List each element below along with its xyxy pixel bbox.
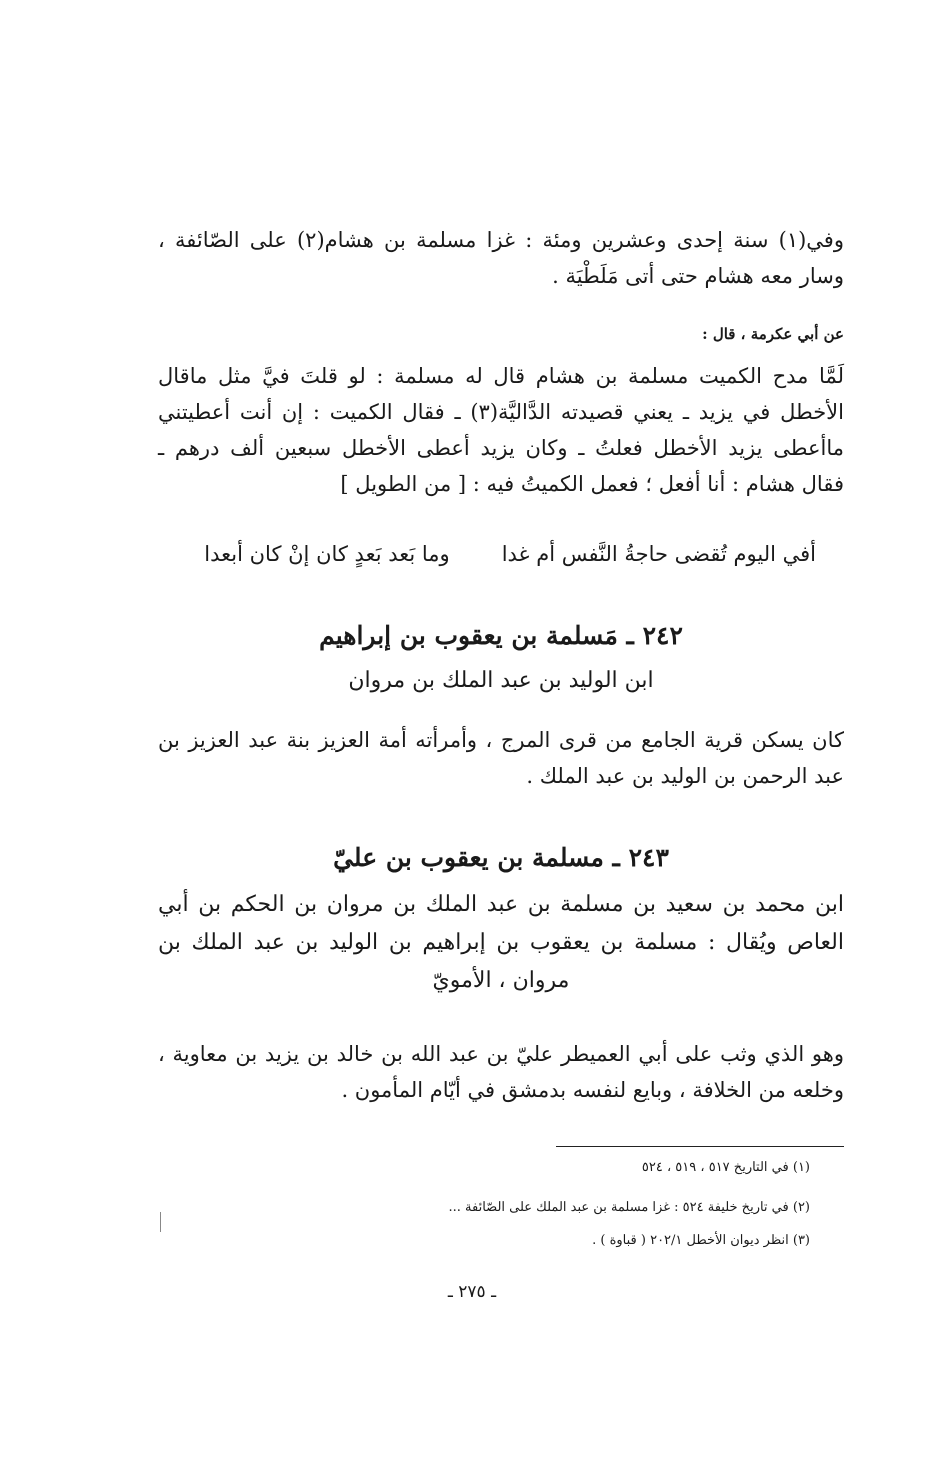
entry-242-heading: ٢٤٢ ـ مَسلمة بن يعقوب بن إبراهيم bbox=[319, 621, 683, 650]
source-line: عن أبي عكرمة ، قال : bbox=[702, 325, 844, 343]
entry-242-lineage: ابن الوليد بن عبد الملك بن مروان bbox=[348, 668, 654, 693]
entry-242-body: كان يسكن قرية الجامع من قرى المرج ، وأمرأته أمة العزيز بنة عبد العزيز بن عبد الرحمن بن الوليد بن عبد الملك . bbox=[158, 728, 844, 788]
margin-mark bbox=[160, 1212, 161, 1232]
footnote-3: (٣) انظر ديوان الأخطل ٢٠٢/١ ( قباوة ) . bbox=[592, 1233, 810, 1248]
footnote-separator bbox=[556, 1146, 844, 1147]
footnote-2: (٢) في تاريخ خليفة ٥٢٤ : غزا مسلمة بن عبد الملك على الصّائفة ... bbox=[448, 1200, 810, 1215]
poem-verse bbox=[158, 536, 844, 572]
entry-243-body: وهو الذي وثب على أبي العميطر عليّ بن عبد الله بن خالد بن يزيد بن معاوية ، وخلعه من الخلافة ، وبايع لنفسه بدمشق في أيّام المأمون . bbox=[158, 1042, 844, 1102]
narration-paragraph: لَمَّا مدح الكميت مسلمة بن هشام قال له مسلمة : لو قلتَ فيَّ مثل ماقال الأخطل في يزيد ـ يعني قصيدته الدَّاليَّة(٣) ـ فقال الكميت : إن أنت أعطيتني ماأعطى يزيد الأخطل فعلتُ ـ وكان يزيد أعطى الأخطل سبعين ألف درهم ـ فقال هشام : أنا أفعل ؛ فعمل الكميتُ فيه : [ من الطويل ] bbox=[158, 364, 844, 496]
footnote-1: (١) في التاريخ ٥١٧ ، ٥١٩ ، ٥٢٤ bbox=[641, 1160, 810, 1175]
intro-paragraph: وفي(١) سنة إحدى وعشرين ومئة : غزا مسلمة بن هشام(٢) على الصّائفة ، وسار معه هشام حتى أتى مَلَطْيَة . bbox=[158, 228, 844, 288]
entry-243-heading: ٢٤٣ ـ مسلمة بن يعقوب بن عليّ bbox=[333, 843, 669, 872]
page-number: ـ ٢٧٥ ـ bbox=[447, 1282, 497, 1302]
entry-243-lineage: ابن محمد بن سعيد بن مسلمة بن عبد الملك بن مروان بن الحكم بن أبي العاص ويُقال : مسلمة بن يعقوب بن إبراهيم بن الوليد بن عبد الملك بن مروان ، الأمويّ bbox=[158, 892, 844, 993]
verse-second-hemistich: وما بَعد بَعدٍ كان إنْ كان أبعدا bbox=[204, 542, 450, 566]
verse-first-hemistich: أفي اليوم تُقضى حاجةُ النَّفس أم غدا bbox=[501, 542, 816, 566]
